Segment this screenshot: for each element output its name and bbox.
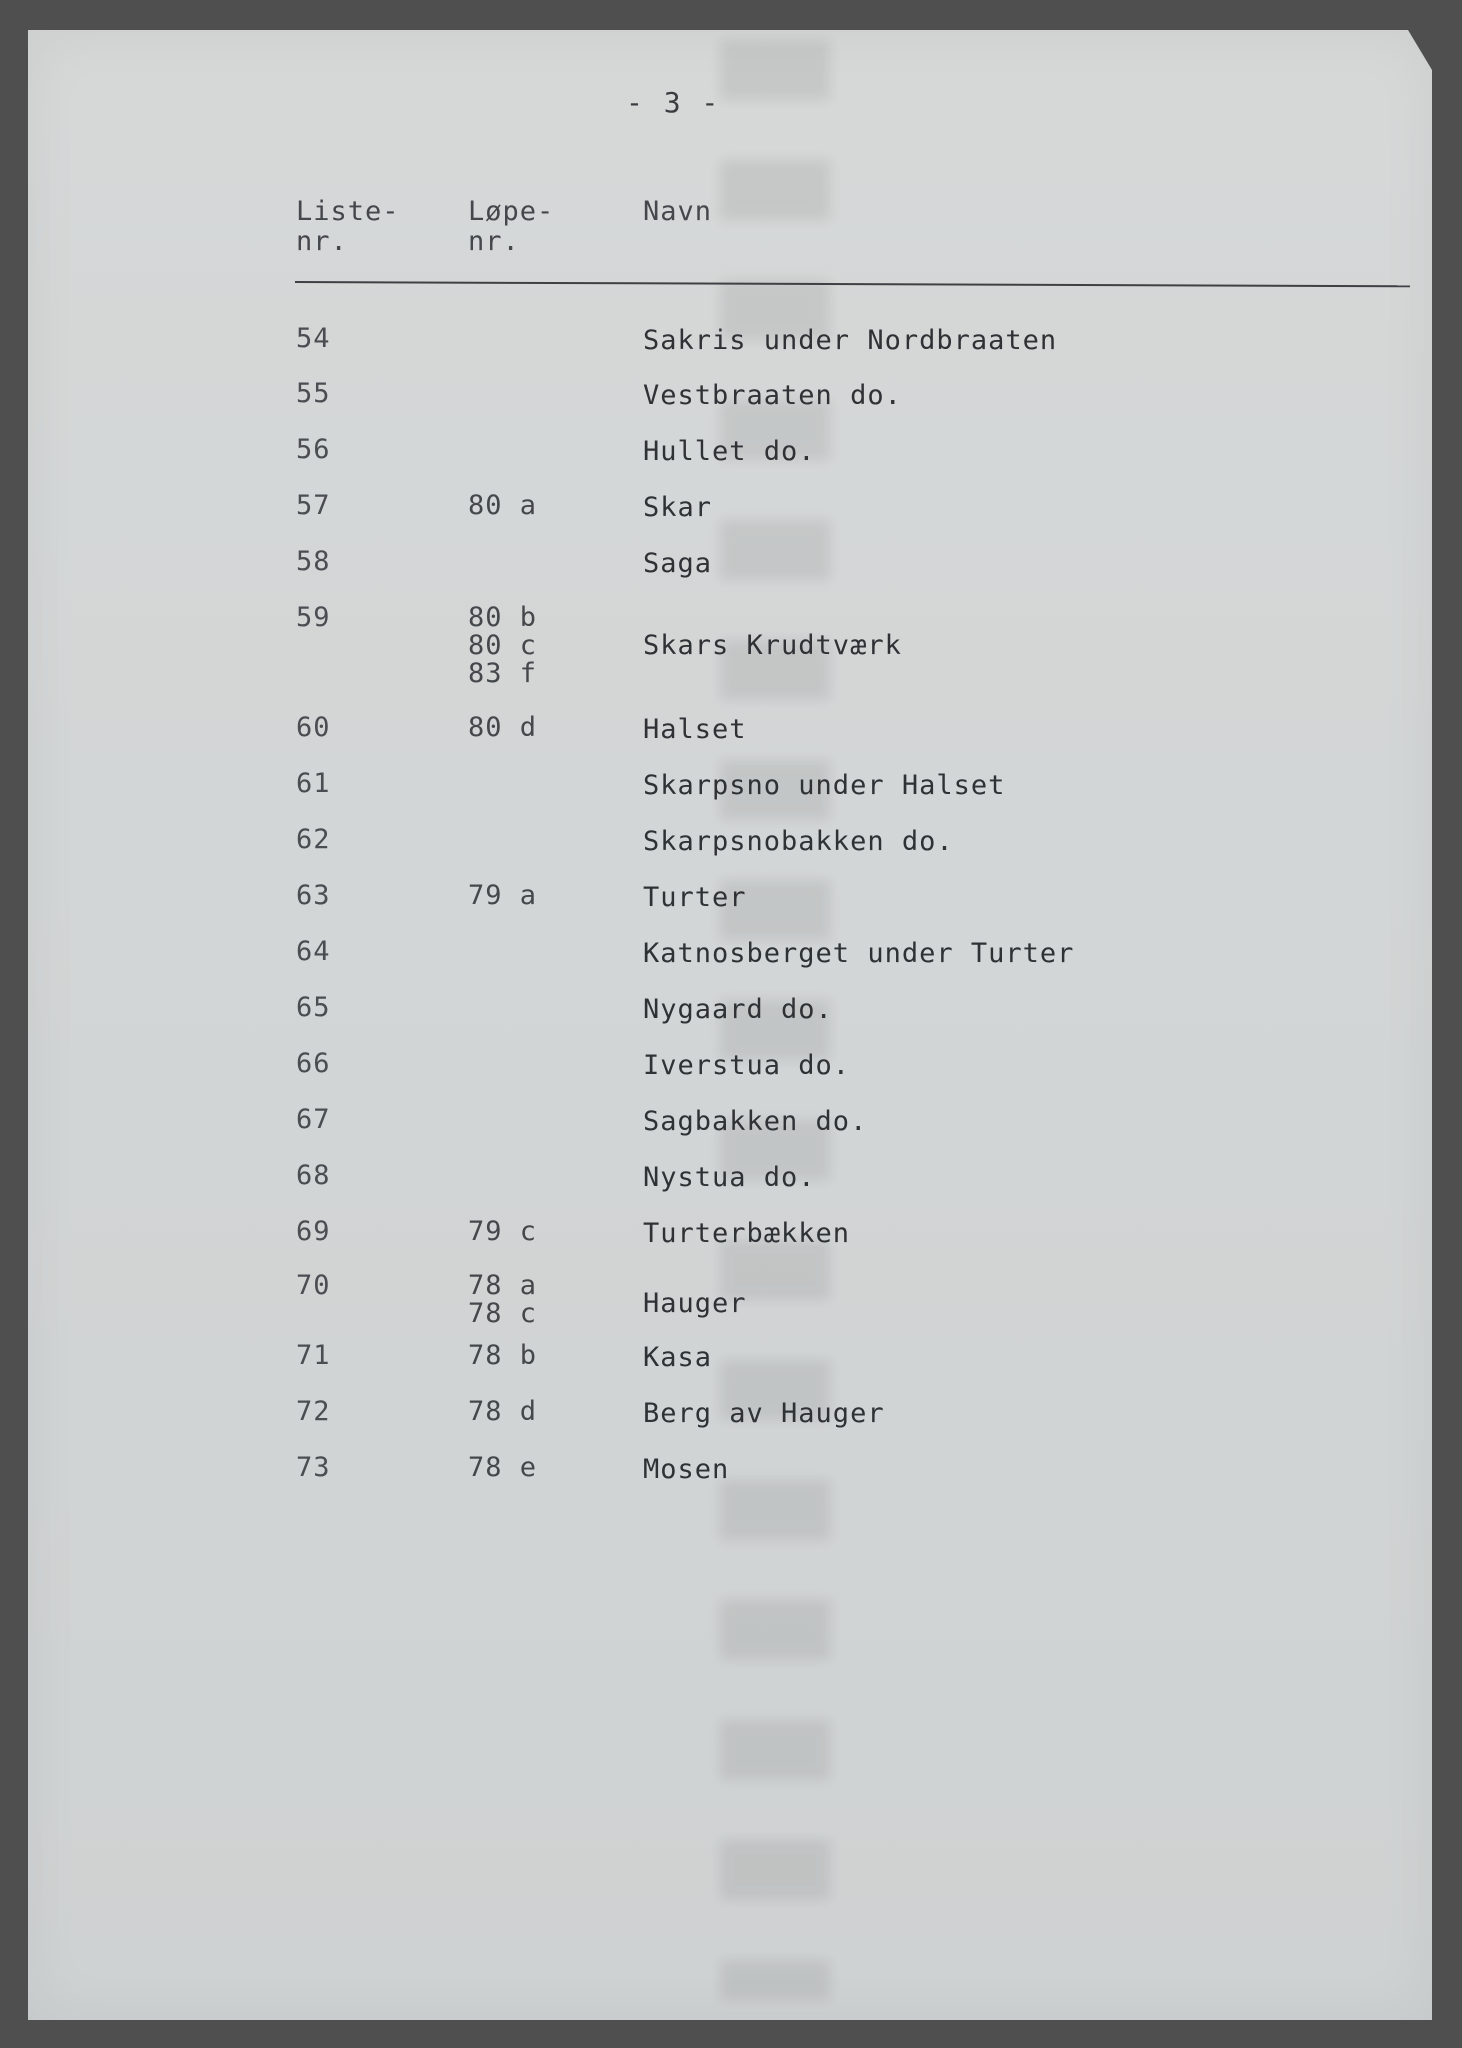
navn-cell: Skarpsno under Halset [643,770,1006,801]
column-header-navn [643,197,712,227]
navn-cell: Vestbraaten do. [643,380,902,411]
navn-cell: Nygaard do. [643,994,833,1025]
column-header-listenr [296,197,400,257]
navn-cell: Turterbækken [643,1218,851,1249]
liste-nr-cell: 69 [296,1216,331,1247]
liste-nr-cell: 56 [296,434,331,465]
lope-nr-cell [468,714,537,742]
liste-nr-cell: 64 [296,936,331,967]
lope-nr-value: 79 a [468,880,538,911]
liste-nr-cell: 65 [296,992,331,1023]
lope-nr-value: 78 e [468,1452,538,1483]
navn-cell: Berg av Hauger [643,1398,885,1429]
navn-cell: Nystua do. [643,1162,816,1193]
column-header-listenr-line2: nr. [296,226,348,257]
lope-nr-value: 78 d [468,1396,538,1427]
navn-cell: Sakris under Nordbraaten [643,325,1058,356]
navn-cell: Halset [643,714,747,745]
navn-cell: Iverstua do. [643,1050,851,1081]
navn-cell: Hullet do. [643,436,816,467]
lope-nr-value: 80 d [468,712,538,743]
lope-nr-cell [468,1342,537,1370]
lope-nr-value: 80 b [468,602,538,633]
liste-nr-cell: 60 [296,712,331,743]
column-header-listenr-line1: Liste- [296,196,400,227]
lope-nr-value: 78 b [468,1340,538,1371]
column-header-lopenr [468,197,554,257]
navn-cell: Kasa [643,1342,713,1373]
liste-nr-cell: 62 [296,824,331,855]
lope-nr-cell [468,1218,537,1246]
lope-nr-value: 83 f [468,658,538,689]
lope-nr-cell [468,1398,537,1426]
navn-cell: Hauger [643,1288,747,1319]
lope-nr-cell [468,604,537,688]
lope-nr-value: 80 c [468,630,538,661]
navn-cell: Skar [643,492,713,523]
liste-nr-cell: 71 [296,1340,331,1371]
liste-nr-cell: 63 [296,880,331,911]
navn-cell: Saga [643,548,713,579]
navn-cell: Katnosberget under Turter [643,938,1075,969]
liste-nr-cell: 58 [296,546,331,577]
liste-nr-cell: 66 [296,1048,331,1079]
liste-nr-cell: 67 [296,1104,331,1135]
liste-nr-cell: 59 [296,602,331,633]
navn-cell: Turter [643,882,747,913]
navn-cell: Skarpsnobakken do. [643,826,954,857]
column-header-navn-label: Navn [643,196,713,227]
lope-nr-cell [468,1454,537,1482]
lope-nr-value: 80 a [468,490,538,521]
liste-nr-cell: 72 [296,1396,331,1427]
liste-nr-cell: 55 [296,378,331,409]
liste-nr-cell: 73 [296,1452,331,1483]
lope-nr-cell [468,492,537,520]
lope-nr-cell [468,1272,537,1328]
lope-nr-value: 78 c [468,1298,538,1329]
column-header-lopenr-line1: Løpe- [468,196,555,227]
liste-nr-cell: 61 [296,768,331,799]
navn-cell: Mosen [643,1454,730,1485]
liste-nr-cell: 54 [296,323,331,354]
liste-nr-cell: 70 [296,1270,331,1301]
liste-nr-cell: 68 [296,1160,331,1191]
lope-nr-cell [468,882,537,910]
liste-nr-cell: 57 [296,490,331,521]
navn-cell: Skars Krudtværk [643,630,902,661]
lope-nr-value: 79 c [468,1216,538,1247]
lope-nr-value: 78 a [468,1270,538,1301]
page-number: - 3 - [626,86,721,119]
column-header-lopenr-line2: nr. [468,226,520,257]
navn-cell: Sagbakken do. [643,1106,868,1137]
